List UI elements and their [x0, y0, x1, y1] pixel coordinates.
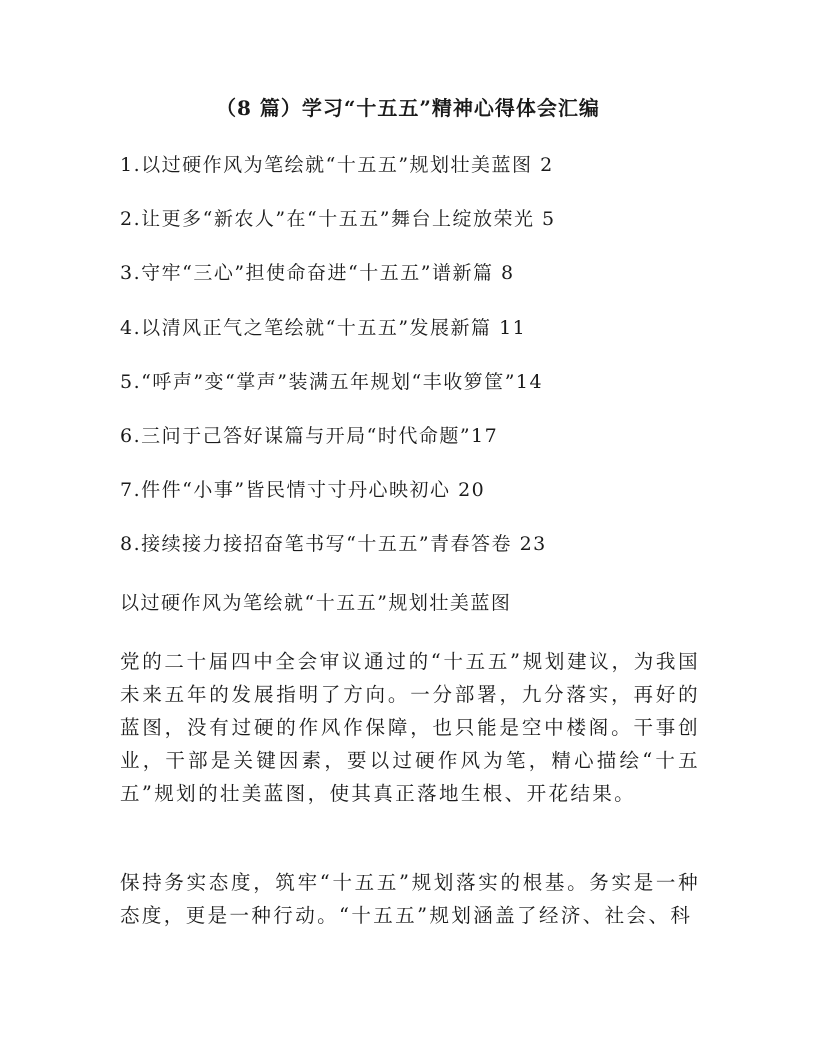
body-paragraph-2: 保持务实态度，筑牢“十五五”规划落实的根基。务实是一种态度，更是一种行动。“十五五”规划涵盖了经济、社会、科 — [120, 871, 700, 927]
section-heading: 以过硬作风为笔绘就“十五五”规划壮美蓝图 — [120, 592, 512, 614]
toc-item-7: 7.件件“小事”皆民情寸寸丹心映初心 20 — [120, 479, 486, 502]
table-of-contents — [120, 150, 700, 584]
toc-item-2: 2.让更多“新农人”在“十五五”舞台上绽放荣光 5 — [120, 208, 556, 231]
toc-item-6: 6.三问于己答好谋篇与开局“时代命题”17 — [120, 424, 499, 447]
toc-item-5: 5.“呼声”变“掌声”装满五年规划“丰收箩筐”14 — [120, 370, 544, 393]
toc-item-8: 8.接续接力接招奋笔书写“十五五”青春答卷 23 — [120, 533, 547, 556]
toc-item-3: 3.守牢“三心”担使命奋进“十五五”谱新篇 8 — [120, 262, 515, 285]
toc-item-4: 4.以清风正气之笔绘就“十五五”发展新篇 11 — [120, 316, 527, 339]
toc-item-1: 1.以过硬作风为笔绘就“十五五”规划壮美蓝图 2 — [120, 154, 554, 176]
document-title: （8 篇）学习“十五五”精神心得体会汇编 — [216, 96, 600, 120]
body-paragraph-1: 党的二十届四中全会审议通过的“十五五”规划建议，为我国未来五年的发展指明了方向。一分部署，九分落实，再好的蓝图，没有过硬的作风作保障，也只能是空中楼阁。干事创业，干部是关键因素，要以过硬作风为笔，精心描绘“十五五”规划的壮美蓝图，使其真正落地生根、开花结果。 — [120, 650, 700, 805]
